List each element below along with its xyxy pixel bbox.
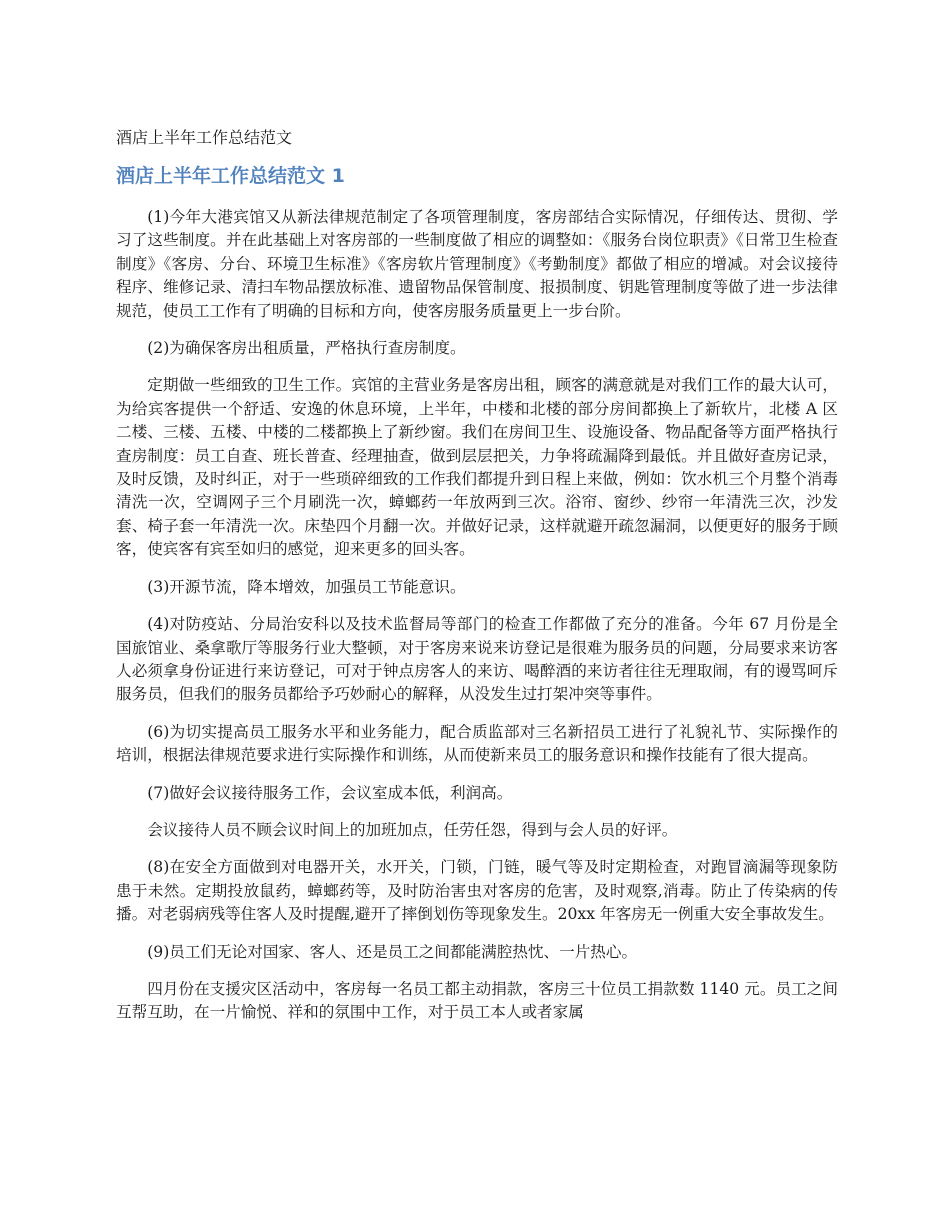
- paragraph-8: 会议接待人员不顾会议时间上的加班加点，任劳任怨，得到与会人员的好评。: [147, 820, 678, 839]
- paragraph-1: (1)今年大港宾馆又从新法律规范制定了各项管理制度，客房部结合实际情况，仔细传达、贯彻、学习了这些制度。并在此基础上对客房部的一些制度做了相应的调整如：《服务台岗位职责》《日常卫生检查制度》《客房、分台、环境卫生标准》《客房软片管理制度》《考勤制度》都做了相应的增减。对会议接待程序、维修记录、清扫车物品摆放标准、遗留物品保管制度、报损制度、钥匙管理制度等做了进一步法律规范，使员工工作有了明确的目标和方向，使客房服务质量更上一步台阶。: [116, 208, 838, 320]
- paragraph-7: (7)做好会议接待服务工作，会议室成本低，利润高。: [147, 783, 513, 802]
- paragraph-3: 定期做一些细致的卫生工作。宾馆的主营业务是客房出租，顾客的满意就是对我们工作的最大认可，为给宾客提供一个舒适、安逸的休息环境，上半年，中楼和北楼的部分房间都换上了新软片，北楼 A 区二楼、三楼、五楼、中楼的二楼都换上了新纱窗。我们在房间卫生、设施设备、物品配备等方面严格执行查房制度：员工自查、班长普查、经理抽查，做到层层把关，力争将疏漏降到最低。并且做好查房记录，及时反馈，及时纠正，对于一些琐碎细致的工作我们都提升到日程上来做，例如：饮水机三个月整个消毒清洗一次，空调网子三个月刷洗一次，蟑螂药一年放两到三次。浴帘、窗纱、纱帘一年清洗三次，沙发套、椅子套一年清洗一次。床垫四个月翻一次。并做好记录，这样就避开疏忽漏洞，以便更好的服务于顾客，使宾客有宾至如归的感觉，迎来更多的回头客。: [116, 376, 838, 559]
- document-title: 酒店上半年工作总结范文: [116, 128, 293, 147]
- paragraph-9: (8)在安全方面做到对电器开关，水开关，门锁，门链，暖气等及时定期检查，对跑冒滴漏等现象防患于未然。定期投放鼠药，蟑螂药等，及时防治害虫对客房的危害，及时观察,消毒。防止了传染病的传播。对老弱病残等住客人及时提醒,避开了摔倒划伤等现象发生。20xx 年客房无一例重大安全事故发生。: [116, 858, 838, 924]
- paragraph-2: (2)为确保客房出租质量，严格执行查房制度。: [147, 339, 466, 358]
- paragraph-4: (3)开源节流，降本增效，加强员工节能意识。: [147, 577, 466, 596]
- paragraph-6: (6)为切实提高员工服务水平和业务能力，配合质监部对三名新招员工进行了礼貌礼节、实际操作的培训，根据法律规范要求进行实际操作和训练，从而使新来员工的服务意识和操作技能有了很大提高。: [116, 722, 838, 765]
- body-text: [116, 206, 838, 1039]
- paragraph-5: (4)对防疫站、分局治安科以及技术监督局等部门的检查工作都做了充分的准备。今年 67 月份是全国旅馆业、桑拿歌厅等服务行业大整顿，对于客房来说来访登记是很难为服务员的问题，分局要求来访客人必须拿身份证进行来访登记，可对于钟点房客人的来访、喝醉酒的来访者往往无理取闹，有的谩骂呵斥服务员，但我们的服务员都给予巧妙耐心的解释，从没发生过打架冲突等事件。: [116, 615, 838, 704]
- paragraph-11: 四月份在支援灾区活动中，客房每一名员工都主动捐款，客房三十位员工捐款数 1140 元。员工之间互帮互助，在一片愉悦、祥和的氛围中工作，对于员工本人或者家属: [116, 979, 838, 1022]
- paragraph-10: (9)员工们无论对国家、客人、还是员工之间都能满腔热忱、一片热心。: [147, 942, 638, 961]
- section-heading: 酒店上半年工作总结范文 1: [116, 165, 345, 187]
